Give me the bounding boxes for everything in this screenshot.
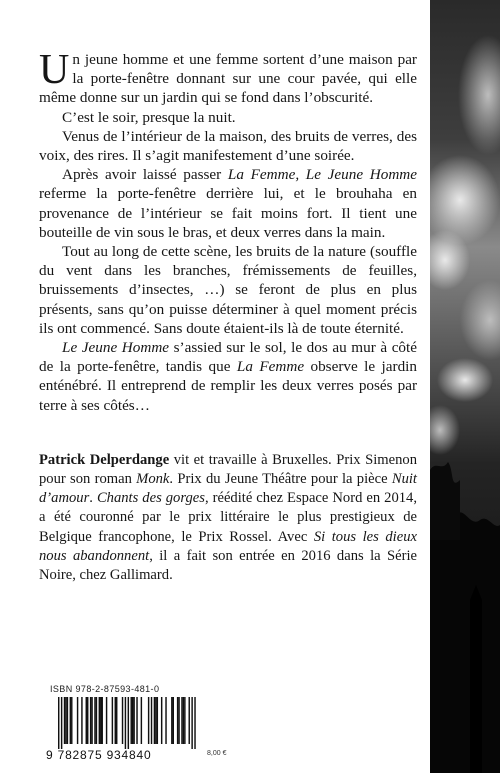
barcode-bar — [177, 697, 178, 744]
barcode-bar — [122, 697, 123, 744]
barcode-bar — [155, 697, 156, 744]
barcode-bar — [58, 697, 59, 749]
barcode-bar — [64, 697, 65, 744]
barcode-digits: 9 782875 934840 — [46, 748, 152, 762]
blurb-paragraph-3: Venus de l’intérieur de la maison, des bruits de verres, des voix, des rires. Il s’agit manifestement d’une soirée. — [39, 127, 417, 165]
barcode-bar — [191, 697, 192, 749]
barcode-bar — [96, 697, 97, 744]
drop-cap: U — [39, 47, 70, 93]
barcode-bar — [102, 697, 103, 744]
isbn-barcode-block — [46, 684, 226, 764]
back-cover-text — [39, 47, 417, 585]
barcode-bar — [181, 697, 182, 744]
barcode-bar — [70, 697, 71, 744]
barcode-bar — [67, 697, 68, 744]
barcode-bar — [148, 697, 149, 744]
barcode-bars — [46, 697, 206, 749]
cover-photo-strip — [430, 0, 500, 773]
barcode-bar — [141, 697, 142, 744]
author-name: Patrick Delperdange — [39, 451, 170, 468]
barcode-bar — [178, 697, 179, 744]
author-bio: Patrick Delperdange vit et travaille à Bruxelles. Prix Simenon pour son roman Monk. Prix du Jeune Théâtre pour la pièce Nuit d’amour. Chants des gorges, réédité chez Espace Nord en 2014, a été couronné par le prix littéraire le plus prestigieux de Belgique francophone, le Prix Rossel. Avec Si tous les dieux nous abandonnent, il a fait son entrée en 2016 dans la Série Noire, chez Gallimard. — [39, 451, 417, 584]
barcode-bar — [133, 697, 134, 744]
barcode-bar — [183, 697, 184, 744]
barcode-bar — [132, 697, 133, 744]
barcode-bar — [171, 697, 172, 744]
barcode-bar — [125, 697, 126, 749]
blurb-paragraph-1: Un jeune homme et une femme sortent d’une maison par la porte-fenêtre donnant sur une cour pavée, qui elle même donne sur un jardin qui se fond dans l’obscurité. — [39, 47, 417, 107]
barcode-bar — [115, 697, 116, 744]
blurb-paragraph-5: Tout au long de cette scène, les bruits de la nature (souffle du vent dans les branches, frémissements de feuilles, bruissements d’insectes, …) se feront de plus en plus présents, sans qu’on puisse déterminer à quel moment précis ils ont commencé. Sans doute étaient-ils là de toute éternité. — [39, 243, 417, 337]
barcode-bar — [136, 697, 137, 744]
barcode-bar — [128, 697, 129, 749]
barcode-bar — [131, 697, 132, 744]
blurb-paragraph-6: Le Jeune Homme s’assied sur le sol, le dos au mur à côté de la porte-fenêtre, tandis que La Femme observe le jardin enténébré. Il entreprend de remplir les deux verres posés par terre à ses côtés… — [39, 339, 417, 414]
isbn-label: ISBN 978-2-87593-481-0 — [50, 684, 160, 694]
barcode-bar — [106, 697, 107, 744]
barcode-bar — [112, 697, 113, 744]
barcode-bar — [116, 697, 117, 744]
barcode-bar — [65, 697, 66, 744]
price-label: 8,00 € — [207, 750, 227, 757]
barcode-bar — [94, 697, 95, 744]
barcode-bar — [81, 697, 82, 744]
barcode-bar — [61, 697, 62, 749]
barcode-bar — [189, 697, 190, 744]
barcode-bar — [91, 697, 92, 744]
barcode-bar — [154, 697, 155, 744]
barcode-bar — [87, 697, 88, 744]
blurb-paragraph-4: Après avoir laissé passer La Femme, Le Jeune Homme referme la porte-fenêtre derrière lui, et le brouhaha en provenance de l’intérieur se fait moins fort. Il tient une bouteille de vin sous le bras, et deux verres dans la main. — [39, 166, 417, 241]
barcode-bar — [99, 697, 100, 744]
barcode-bar — [100, 697, 101, 744]
barcode-bar — [157, 697, 158, 744]
barcode-bar — [173, 697, 174, 744]
blurb-paragraph-2: C’est le soir, presque la nuit. — [62, 108, 236, 126]
barcode-bar — [90, 697, 91, 744]
barcode-bar — [151, 697, 152, 744]
barcode-bar — [165, 697, 166, 744]
barcode-bar — [184, 697, 185, 744]
barcode-bar — [194, 697, 195, 749]
barcode-bar — [161, 697, 162, 744]
barcode-bar — [71, 697, 72, 744]
barcode-bar — [77, 697, 78, 744]
sky-photo-image — [430, 0, 500, 773]
barcode-bar — [86, 697, 87, 744]
barcode — [46, 697, 226, 761]
